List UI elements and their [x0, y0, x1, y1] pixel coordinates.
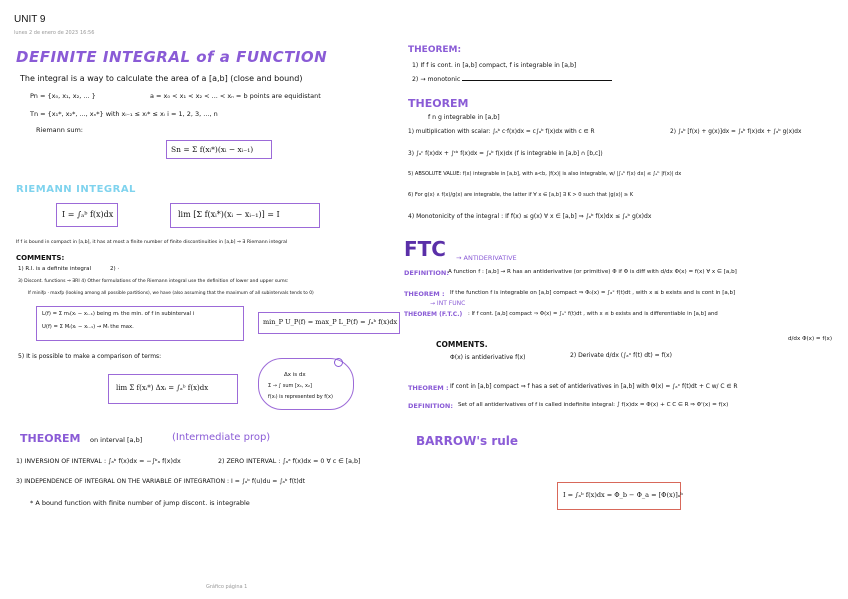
antiderivative-label: → ANTIDERIVATIVE	[456, 254, 517, 262]
definition-text-2: Set of all antiderivatives of f is called indefinite integral: ∫ f(x)dx = Φ(x) + C C ∈ R ⇒ Φ'(x) = f(x)	[458, 402, 729, 408]
partition-condition: a = x₀ < x₁ < x₂ < ... < xₙ = b points are equidistant	[150, 92, 321, 100]
time-stamp: 16:56	[80, 30, 95, 36]
integral-limit: lim [Σ f(xᵢ*)(xᵢ − xᵢ₋₁)] = I	[178, 210, 280, 219]
page-footer: Gráfico página 1	[206, 584, 248, 590]
note-dx: Δx is dx	[284, 372, 306, 378]
comment-b: 2) Derivate d/dx (∫ₐˣ f(t) dt) = f(x)	[570, 352, 672, 359]
prop-3: 3) ∫ₐᶜ f(x)dx + ∫ᶜᵇ f(x)dx = ∫ₐᵇ f(x)dx (f is integrable in [a,b] ∩ [b,c])	[408, 151, 603, 157]
comments-heading-right: COMMENTS.	[436, 340, 488, 349]
comment-3b: If minifp · maxfp (looking among all possible partitions), we have (also assuming that the maximum of all subintervals tends to 0)	[28, 291, 314, 296]
comment-5: 5) It is possible to make a comparison of terms:	[18, 353, 162, 360]
intro-text: The integral is a way to calculate the area of a [a,b] (close and bound)	[20, 74, 303, 83]
barrow-heading: BARROW's rule	[416, 434, 519, 448]
riemann-sum-label: Riemann sum:	[36, 126, 83, 134]
jump-note: * A bound function with finite number of jump discont. is integrable	[30, 499, 250, 507]
divider-line	[462, 80, 612, 81]
comments-heading: COMMENTS:	[16, 254, 65, 262]
theorem-top-1: 1) If f is cont. in [a,b] compact, f is integrable in [a,b]	[412, 62, 577, 69]
theorem-heading-right: THEOREM	[408, 97, 469, 110]
comment-a: Φ(x) is antiderivative f(x)	[450, 354, 526, 361]
ftc-result: d/dx Φ(x) = f(x)	[788, 336, 833, 342]
theorem-fg: f n g integrable in [a,b]	[428, 114, 500, 121]
partition-t: Tn = {x₁*, x₂*, ..., xₙ*} with xᵢ₋₁ ≤ xᵢ* ≤ xᵢ i = 1, 2, 3, ..., n	[30, 110, 218, 118]
unit-title: UNIT 9	[14, 14, 46, 25]
comparison-formula: lim Σ f(xᵢ*) Δxᵢ = ∫ₐᵇ f(x)dx	[116, 384, 209, 392]
date-line: lunes 2 de enero de 2023	[14, 30, 79, 36]
inversion-interval: 1) INVERSION OF INTERVAL : ∫ₐᵇ f(x)dx = −∫ᵇₐ f(x)dx	[16, 458, 181, 465]
riemann-integral-heading: RIEMANN INTEGRAL	[16, 184, 136, 195]
ftc-label: THEOREM (F.T.C.)	[404, 311, 463, 318]
prop-1: 1) multiplication with scalar: ∫ₐᵇ c·f(x)dx = c∫ₐᵇ f(x)dx with c ∈ R	[408, 129, 595, 135]
ftc-text: : If f cont. [a,b] compact ⇒ Φ(x) = ∫ₐˣ f(t)dt , with x ≤ b exists and is differentiable in [a,b] and	[468, 311, 718, 317]
prop-6: 6) For g(x) ∧ f(x)/g(x) are integrable, the latter if ∀ x ∈ [a,b] ∃ K > 0 such that |g(x)| ≥ K	[408, 192, 634, 198]
theorem-label-1: THEOREM :	[404, 290, 445, 298]
theorem-top-heading: THEOREM:	[408, 45, 462, 55]
comment-1: 1) R.I. is a definite integral	[18, 266, 91, 272]
integral-def: I = ∫ₐᵇ f(x)dx	[62, 210, 114, 219]
independence: 3) INDEPENDENCE OF INTEGRAL ON THE VARIABLE OF INTEGRATION : I = ∫ₐᵇ f(u)du = ∫ₐᵇ f(t)dt	[16, 478, 305, 485]
note-sum: Σ → ∫ sum [x₁, x₂]	[268, 383, 312, 389]
theorem-label-2: THEOREM :	[408, 384, 449, 392]
riemann-sum-formula: Sn = Σ f(xᵢ*)(xᵢ − xᵢ₋₁)	[171, 145, 254, 154]
minmax-formula: min_P U_P(f) = max_P L_P(f) = ∫ₐᵇ f(x)dx	[263, 318, 398, 326]
definition-text: A function f : [a,b] → R has an antiderivative (or primitive) Φ if Φ is diff with d/dx Φ(x) = f(x) ∀ x ∈ [a,b]	[448, 269, 737, 275]
theorem-prop: (Intermediate prop)	[172, 432, 271, 443]
theorem-text-2: If cont in [a,b] compact ⇒ f has a set of antiderivatives in [a,b] with Φ(x) = ∫ₐˣ f(t)dt + C w/ C ∈ R	[450, 384, 738, 390]
page-heading: DEFINITE INTEGRAL of a FUNCTION	[16, 48, 328, 66]
note-f: f(xᵢ) is represented by f(x)	[268, 394, 333, 400]
definition-label: DEFINITION:	[404, 269, 449, 277]
zero-interval: 2) ZERO INTERVAL : ∫ₐᵃ f(x)dx = 0 ∀ c ∈ [a,b]	[218, 458, 361, 465]
theorem-heading-left: THEOREM	[20, 432, 81, 445]
comment-3: 3) Discont. functions ⇒ ∃RI 4) Other formulations of the Riemann integral use the definition of lower and upper sums:	[18, 279, 289, 284]
bounded-note: If f is bound in compact in [a,b], it has at most a finite number of finite discontinuities in [a,b] ⇒ ∃ Riemann integral	[16, 240, 288, 245]
upper-sum-line: U(f) = Σ Mᵢ(xᵢ − xᵢ₋₁) → Mᵢ the max.	[42, 324, 134, 330]
prop-4: 4) Monotonicity of the integral : If f(x) ≤ g(x) ∀ x ∈ [a,b] ⇒ ∫ₐᵇ f(x)dx ≤ ∫ₐᵇ g(x)dx	[408, 213, 652, 220]
comment-1b: 2) ·	[110, 266, 120, 272]
ftc-heading: FTC	[404, 237, 446, 261]
lower-sum-line: L(f) = Σ mᵢ(xᵢ − xᵢ₋₁) being mᵢ the min. of f in subinterval i	[42, 311, 195, 317]
int-func-label: → INT FUNC	[430, 300, 466, 307]
theorem-text-1: If the function f is integrable on [a,b] compact ⇒ Φ₀(x) = ∫ₐˣ f(t)dt , with x ≤ b exists and is cont in [a,b]	[450, 290, 736, 296]
definition-label-2: DEFINITION:	[408, 402, 453, 410]
partition-p: Pn = {x₀, x₁, x₂, ... }	[30, 92, 96, 100]
pin-icon	[334, 358, 343, 367]
prop-2: 2) ∫ₐᵇ [f(x) + g(x)]dx = ∫ₐᵇ f(x)dx + ∫ₐᵇ g(x)dx	[670, 129, 802, 135]
barrow-formula: I = ∫ₐᵇ f(x)dx = Φ_b − Φ_a = [Φ(x)]ₐᵇ	[563, 491, 683, 499]
prop-5: 5) ABSOLUTE VALUE: f(x) integrable in [a,b], with a<b, |f(x)| is also integrable, w/ |∫ₐᵇ f(x) dx| ≤ ∫ₐᵇ |f(x)| dx	[408, 171, 682, 177]
theorem-interval: on interval [a,b]	[90, 436, 143, 444]
theorem-top-2: 2) → monotonic	[412, 76, 461, 83]
